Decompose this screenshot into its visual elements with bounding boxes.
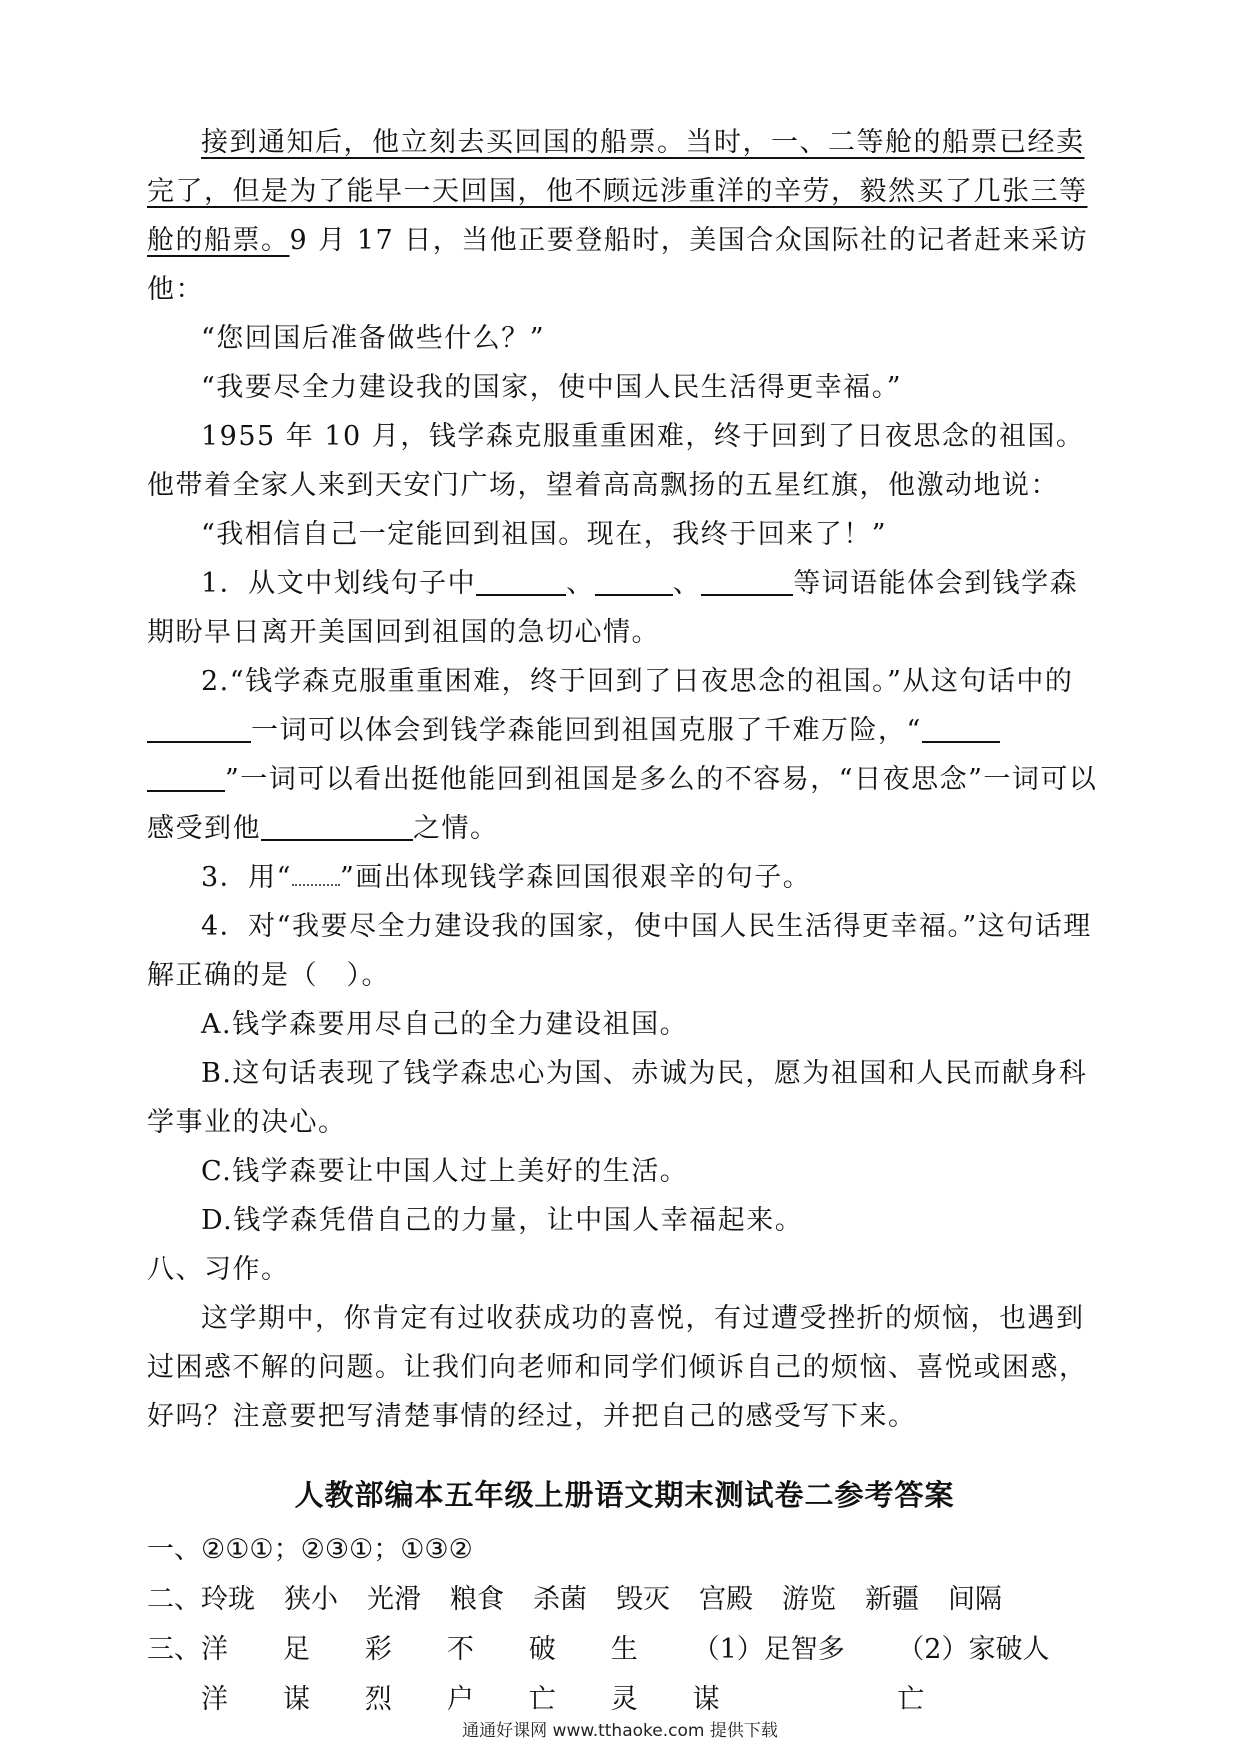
answer-blank[interactable] — [701, 564, 793, 596]
answer-word: 生灵 — [610, 1634, 638, 1715]
answer-blank[interactable] — [476, 564, 566, 596]
question-2-text-mid2: ”一词可以看出挺他能回到祖国是多么的不容易，“日夜思念”一词可以感受到他 — [147, 764, 1098, 844]
answer-blank[interactable] — [147, 760, 225, 792]
row-label: 一、 — [147, 1534, 201, 1565]
question-2-text-end: 之情。 — [413, 813, 499, 844]
answer-word: 彩烈 — [364, 1634, 392, 1715]
answer-blank[interactable] — [261, 809, 413, 841]
answer-row-3 — [147, 1625, 1102, 1725]
row-label: 三、 — [147, 1634, 201, 1665]
option-c[interactable]: C.钱学森要让中国人过上美好的生活。 — [201, 1156, 689, 1187]
row-label: 二、 — [147, 1584, 201, 1615]
answer-word: 毁灭 — [616, 1584, 670, 1615]
answer-word: 光滑 — [367, 1584, 421, 1615]
answer-word: 游览 — [782, 1584, 836, 1615]
answer-word: 间隔 — [948, 1584, 1002, 1615]
answer-word: 宫殿 — [699, 1584, 753, 1615]
passage-paragraph-1955: 1955 年 10 月，钱学森克服重重困难，终于回到了日夜思念的祖国。他带着全家人来到天安门广场，望着高高飘扬的五星红旗，他激动地说： — [147, 421, 1085, 501]
answer-word: 新疆 — [865, 1584, 919, 1615]
composition-heading: 八、习作。 — [147, 1254, 290, 1285]
question-2-text-mid: 一词可以体会到钱学森能回到祖国克服了千难万险，“ — [251, 715, 922, 746]
question-3-text: 3．用“ — [201, 862, 292, 893]
separator: 、 — [672, 568, 702, 599]
underlined-sentence: 接到通知后，他立刻去买回国的船票。当时，一、二等舱的船票已经卖完了，但是为了能早一天回国，他不顾远涉重洋的辛劳，毅然买了几张三等舱的船票。 — [147, 127, 1088, 256]
question-3 — [147, 853, 1102, 902]
option-a[interactable]: A.钱学森要用尽自己的全力建设祖国。 — [201, 1009, 689, 1040]
passage-paragraph-1 — [147, 118, 1102, 314]
question-2 — [147, 657, 1102, 853]
question-1-text-end: 等词语能体会到钱学森期盼早日离开美国回到祖国的急切心情。 — [147, 568, 1079, 648]
answer-word: 杀菌 — [533, 1584, 587, 1615]
separator: 、 — [566, 568, 595, 599]
option-b[interactable]: B.这句话表现了钱学森忠心为国、赤诚为民，愿为祖国和人民而献身科学事业的决心。 — [147, 1058, 1088, 1138]
question-3-text-end: ”画出体现钱学森回国很艰辛的句子。 — [339, 862, 812, 893]
question-1 — [147, 559, 1102, 657]
wavy-underline-mark — [292, 872, 340, 886]
option-d[interactable]: D.钱学森凭借自己的力量，让中国人幸福起来。 — [201, 1205, 804, 1236]
answer-word: 破亡 — [528, 1634, 556, 1715]
answer-row-1 — [147, 1525, 1102, 1575]
quote-1: “您回国后准备做些什么？” — [201, 323, 546, 354]
footer-credit: 通通好课网 www.tthaoke.com 提供下载 — [462, 1721, 778, 1741]
composition-prompt: 这学期中，你肯定有过收获成功的喜悦，有过遭受挫折的烦恼，也遇到过困惑不解的问题。让我们向老师和同学们倾诉自己的烦恼、喜悦或困惑，好吗？注意要把写清楚事情的经过，并把自己的感受写下来。 — [147, 1303, 1088, 1432]
quote-2: “我要尽全力建设我的国家，使中国人民生活得更幸福。” — [201, 372, 903, 403]
answer-row-2 — [147, 1575, 1102, 1625]
quote-3: “我相信自己一定能回到祖国。现在，我终于回来了！” — [201, 519, 888, 550]
answer-word: 狭小 — [284, 1584, 338, 1615]
answer-text: ②①①；②③①；①③② — [201, 1534, 473, 1565]
answer-word: 粮食 — [450, 1584, 504, 1615]
answer-blank[interactable] — [922, 711, 1000, 743]
question-2-text: 2.“钱学森克服重重困难，终于回到了日夜思念的祖国。”从这句话中的 — [201, 666, 1074, 697]
answer-word: （1）足智多谋 — [692, 1634, 845, 1715]
answer-word: 足谋 — [282, 1634, 310, 1715]
question-4: 4．对“我要尽全力建设我的国家，使中国人民生活得更幸福。”这句话理解正确的是（ ）。 — [147, 911, 1092, 991]
answer-word: （2）家破人亡 — [897, 1634, 1050, 1715]
document-page — [147, 118, 1102, 1725]
answer-blank[interactable] — [595, 564, 673, 596]
answer-blank[interactable] — [147, 711, 251, 743]
answer-word: 不户 — [446, 1634, 474, 1715]
answer-word: 玲珑 — [201, 1584, 255, 1615]
question-1-text: 1．从文中划线句子中 — [201, 568, 477, 599]
answer-key-title: 人教部编本五年级上册语文期末测试卷二参考答案 — [294, 1478, 955, 1512]
answer-word: 洋洋 — [201, 1634, 228, 1715]
passage-text: 9 月 17 日，当他正要登船时，美国合众国际社的记者赶来采访他： — [147, 225, 1089, 305]
